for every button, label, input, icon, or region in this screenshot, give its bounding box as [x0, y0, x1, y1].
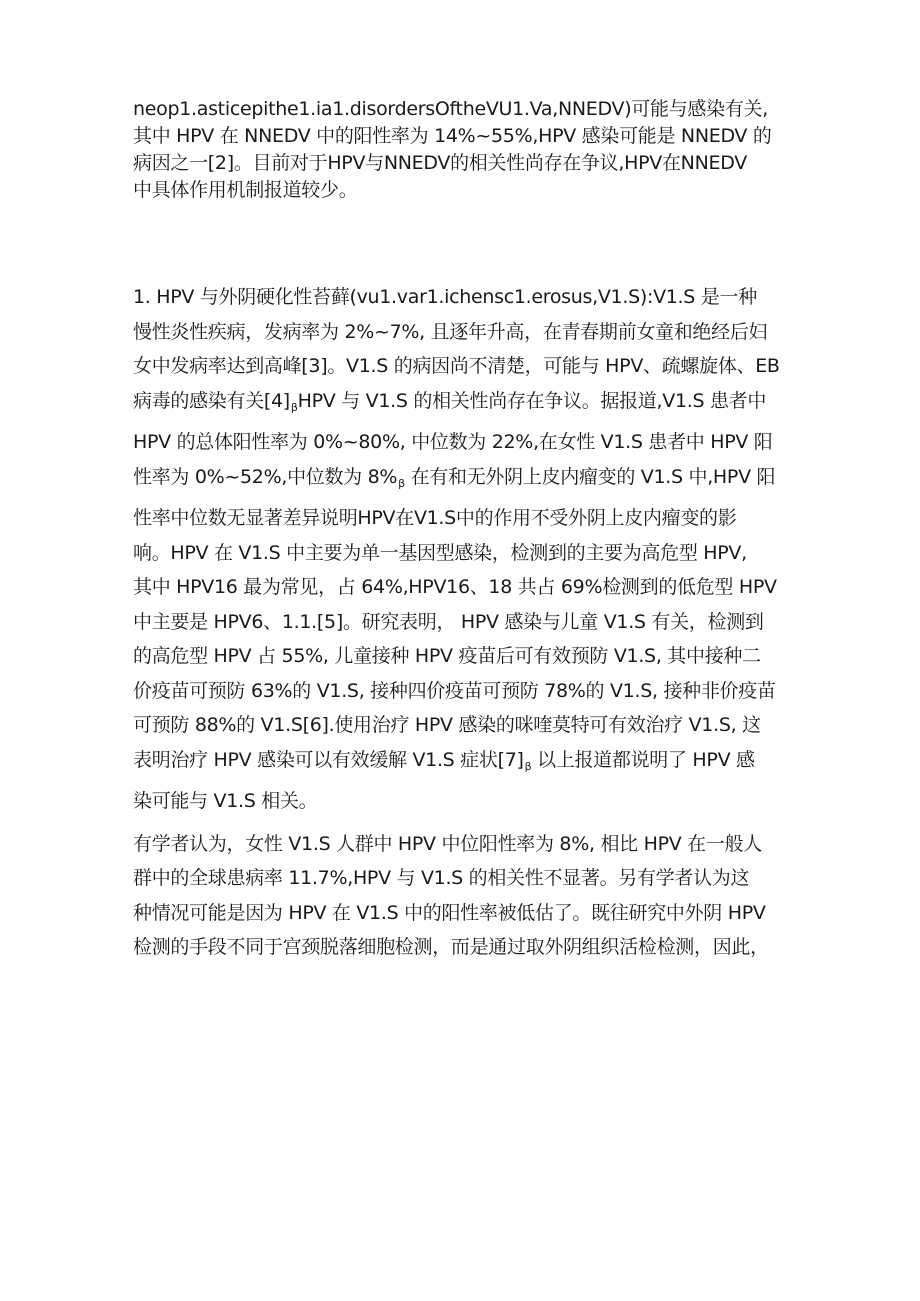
body-text: 在有和无外阴上皮内瘤变的 V1.S 中,HPV 阳: [404, 465, 776, 488]
section-1-vls: [133, 280, 793, 965]
intro-paragraph: [133, 96, 793, 204]
body-text: 表明治疗 HPV 感染可以有效缓解 V1.S 症状[7]: [133, 748, 524, 771]
body-line: [133, 384, 793, 426]
intro-line: neop1.asticepithe1.ia1.disordersOftheVU1.Va,NNEDV)可能与感染有关,: [133, 98, 768, 120]
body-line: [133, 743, 793, 785]
subscript-mark: β: [290, 400, 298, 414]
subscript-mark: β: [524, 759, 532, 773]
body-line: 响。HPV 在 V1.S 中主要为单一基因型感染，检测到的主要为高危型 HPV,: [133, 541, 747, 564]
intro-line: 中具体作用机制报道较少。: [133, 179, 358, 201]
body-line: HPV 的总体阳性率为 0%~80%, 中位数为 22%,在女性 V1.S 患者中 HPV 阳: [133, 431, 773, 453]
body-line: 慢性炎性疾病，发病率为 2%~7%, 且逐年升高，在青春期前女童和绝经后妇: [133, 320, 768, 343]
section-heading-line: 1. HPV 与外阴硬化性苔藓(vu1.var1.ichensc1.erosus,V1.S):V1.S 是一种: [133, 286, 757, 308]
body-line: 的高危型 HPV 占 55%, 儿童接种 HPV 疫苗后可有效预防 V1.S, 其中接种二: [133, 645, 761, 667]
body-text: 性率为 0%~52%,中位数为 8%: [133, 465, 398, 488]
body-line: 群中的全球患病率 11.7%,HPV 与 V1.S 的相关性不显著。另有学者认为这: [133, 867, 750, 889]
body-line: 价疫苗可预防 63%的 V1.S, 接种四价疫苗可预防 78%的 V1.S, 接种非价疫苗: [133, 679, 776, 702]
body-text: 病毒的感染有关[4]: [133, 389, 290, 412]
body-line: 性率中位数无显著差异说明HPV在V1.S中的作用不受外阴上皮内瘤变的影: [133, 507, 737, 529]
body-line: 种情况可能是因为 HPV 在 V1.S 中的阳性率被低估了。既往研究中外阴 HPV: [133, 901, 766, 924]
document-page: [133, 96, 793, 965]
body-line: 女中发病率达到高峰[3]。V1.S 的病因尚不清楚，可能与 HPV、疏螺旋体、EB: [133, 355, 780, 377]
body-line: 其中 HPV16 最为常见，占 64%,HPV16、18 共占 69%检测到的低危型 HPV: [133, 576, 777, 598]
intro-line: 病因之一[2]。目前对于HPV与NNEDV的相关性尚存在争议,HPV在NNEDV: [133, 152, 747, 174]
body-line: 中主要是 HPV6、1.1.[5]。研究表明， HPV 感染与儿童 V1.S 有关，检测到: [133, 610, 764, 633]
body-line: 染可能与 V1.S 相关。: [133, 790, 318, 812]
body-line: 检测的手段不同于宫颈脱落细胞检测，而是通过取外阴组织活检检测，因此，: [133, 936, 769, 958]
body-text: HPV 与 V1.S 的相关性尚存在争议。据报道,V1.S 患者中: [297, 389, 767, 412]
body-line: 可预防 88%的 V1.S[6].使用治疗 HPV 感染的咪喹莫特可有效治疗 V1.S, 这: [133, 714, 761, 736]
subscript-mark: β: [398, 476, 405, 490]
body-line: 有学者认为，女性 V1.S 人群中 HPV 中位阳性率为 8%, 相比 HPV 在一般人: [133, 832, 762, 855]
body-line: [133, 460, 793, 502]
intro-line: 其中 HPV 在 NNEDV 中的阳性率为 14%~55%,HPV 感染可能是 NNEDV 的: [133, 125, 772, 147]
body-text: 以上报道都说明了 HPV 感: [531, 748, 755, 771]
